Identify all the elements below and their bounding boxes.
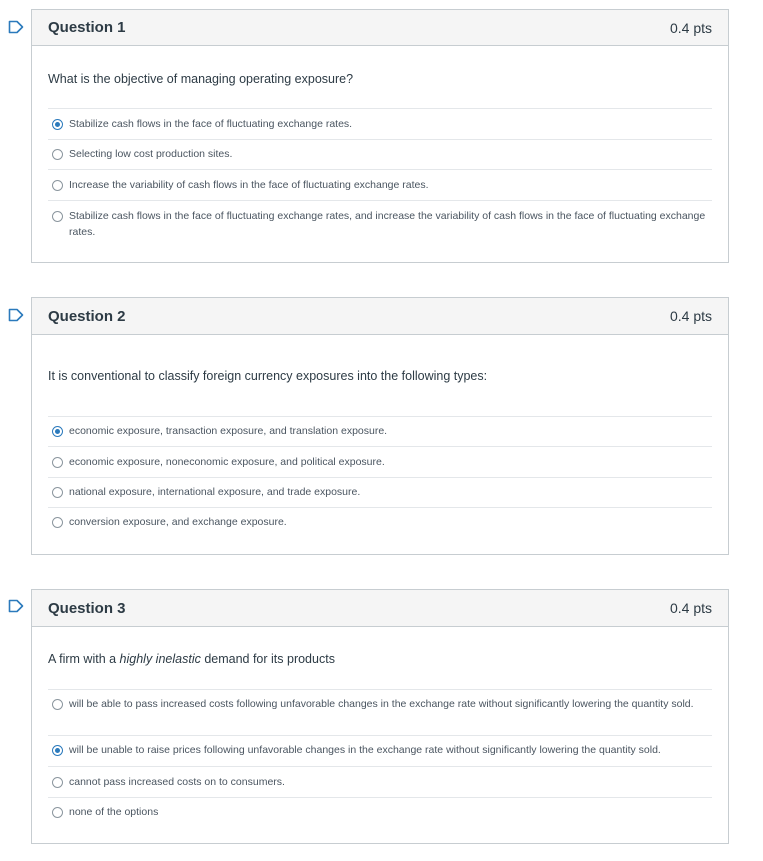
question-title: Question 1 <box>48 19 126 36</box>
answer-option[interactable] <box>48 140 712 170</box>
radio-unselected-icon[interactable] <box>52 149 63 160</box>
radio-unselected-icon[interactable] <box>52 457 63 468</box>
radio-unselected-icon[interactable] <box>52 807 63 818</box>
answer-list <box>48 416 712 539</box>
answer-option[interactable] <box>48 170 712 201</box>
question-card <box>31 589 729 844</box>
flag-question-icon[interactable] <box>8 20 24 34</box>
answer-list <box>48 689 712 828</box>
radio-unselected-icon[interactable] <box>52 777 63 788</box>
question-points: 0.4 pts <box>669 308 712 324</box>
question-text: What is the objective of managing operating exposure? <box>48 72 354 86</box>
answer-option[interactable] <box>48 508 712 539</box>
flag-question-icon[interactable] <box>8 308 24 322</box>
question-points: 0.4 pts <box>669 600 712 616</box>
answer-label: economic exposure, transaction exposure, and translation exposure. <box>69 425 388 437</box>
answer-option[interactable] <box>48 447 712 478</box>
question-points: 0.4 pts <box>669 19 712 36</box>
answer-label: cannot pass increased costs on to consumers. <box>69 776 285 788</box>
question-header <box>32 590 728 627</box>
answer-option[interactable] <box>48 201 712 247</box>
radio-unselected-icon[interactable] <box>52 487 63 498</box>
answer-option[interactable] <box>48 767 712 798</box>
answer-label: conversion exposure, and exchange exposure. <box>69 516 287 528</box>
answer-label: Selecting low cost production sites. <box>69 148 233 160</box>
question-text: It is conventional to classify foreign currency exposures into the following types: <box>48 369 488 383</box>
answer-option[interactable] <box>48 109 712 140</box>
answer-option[interactable] <box>48 690 712 736</box>
answer-label: Increase the variability of cash flows in the face of fluctuating exchange rates. <box>69 179 429 191</box>
question-card <box>31 297 729 555</box>
question-header <box>32 10 728 46</box>
answer-label: will be unable to raise prices following unfavorable changes in the exchange rate without significantly lowering the quantity sold. <box>69 744 661 756</box>
radio-selected-icon[interactable] <box>52 426 63 437</box>
question-card <box>31 9 729 263</box>
question-title: Question 2 <box>48 307 126 325</box>
radio-selected-icon[interactable] <box>52 745 63 756</box>
radio-selected-icon[interactable] <box>52 119 63 130</box>
answer-label: will be able to pass increased costs following unfavorable changes in the exchange rate without significantly lowering the quantity sold. <box>69 698 694 710</box>
question-header <box>32 298 728 335</box>
radio-unselected-icon[interactable] <box>52 211 63 222</box>
question-text: A firm with a highly inelastic demand for its products <box>48 652 335 666</box>
radio-unselected-icon[interactable] <box>52 699 63 710</box>
question-title: Question 3 <box>48 599 126 617</box>
radio-unselected-icon[interactable] <box>52 180 63 191</box>
answer-label: Stabilize cash flows in the face of fluctuating exchange rates, and increase the variability of cash flows in the face of fluctuating exchange rates. <box>69 210 706 238</box>
answer-option[interactable] <box>48 736 712 767</box>
answer-label: Stabilize cash flows in the face of fluctuating exchange rates. <box>69 118 353 130</box>
answer-option[interactable] <box>48 798 712 828</box>
answer-list <box>48 108 712 247</box>
answer-option[interactable] <box>48 478 712 508</box>
answer-label: national exposure, international exposure, and trade exposure. <box>69 486 361 498</box>
flag-question-icon[interactable] <box>8 599 24 613</box>
answer-option[interactable] <box>48 417 712 447</box>
radio-unselected-icon[interactable] <box>52 517 63 528</box>
answer-label: none of the options <box>69 806 159 818</box>
answer-label: economic exposure, noneconomic exposure, and political exposure. <box>69 456 385 468</box>
